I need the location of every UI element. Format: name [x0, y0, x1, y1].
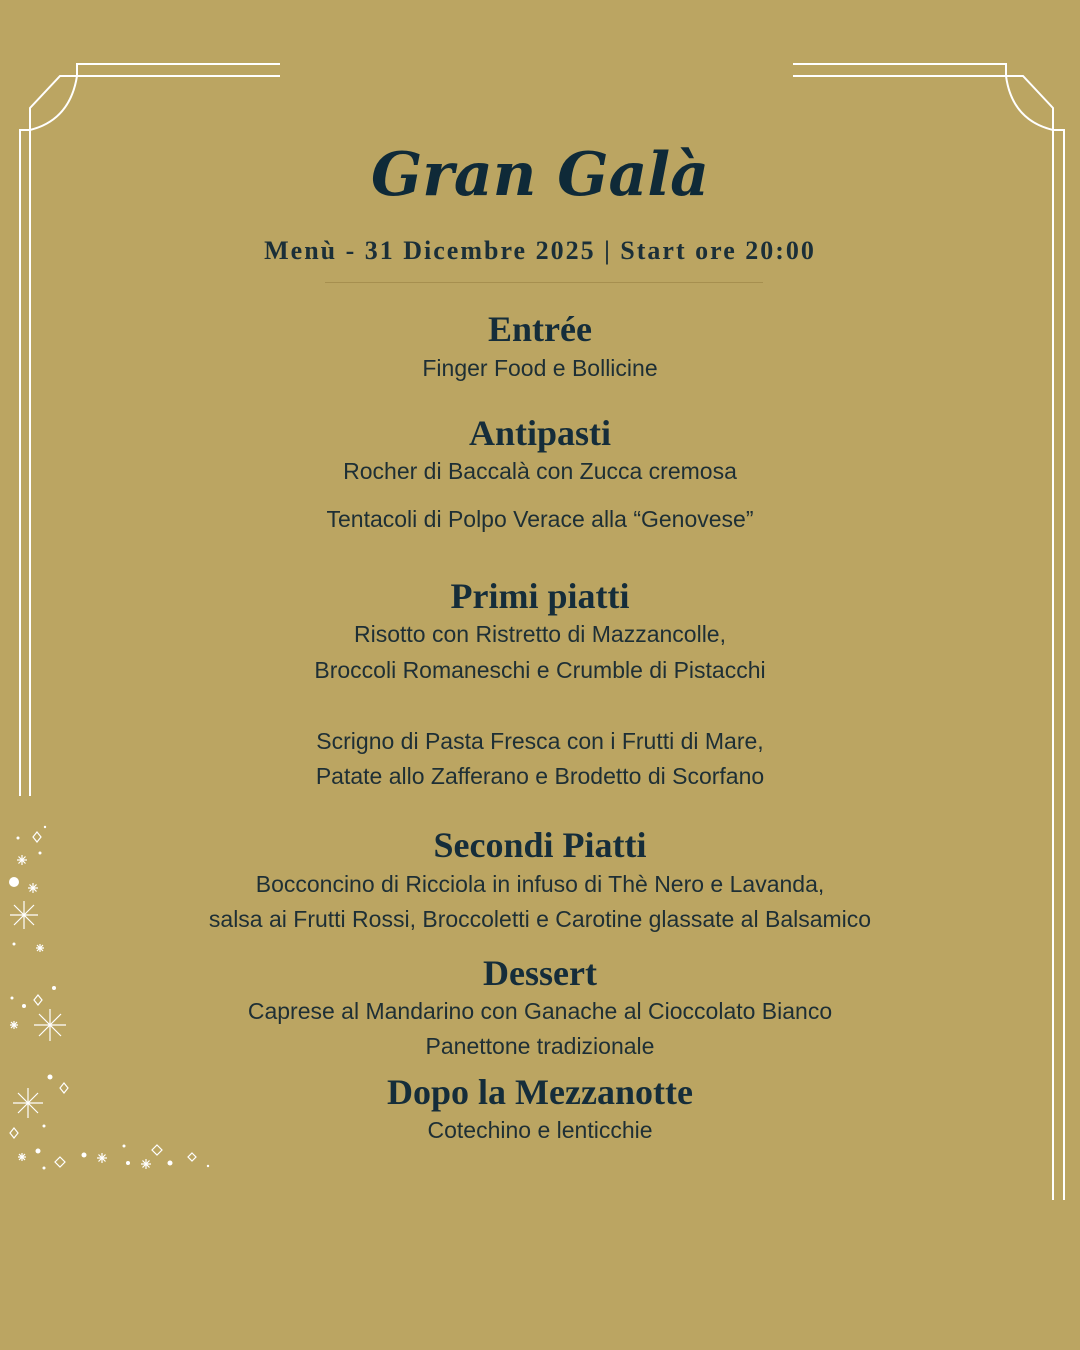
menu-item: Finger Food e Bollicine [422, 355, 658, 381]
menu-item: Rocher di Baccalà con Zucca cremosa [343, 458, 737, 484]
section-heading-entree: Entrée [488, 309, 592, 349]
event-subtitle: Menù - 31 Dicembre 2025 | Start ore 20:00 [264, 236, 816, 265]
menu-item: Patate allo Zafferano e Brodetto di Scorfano [315, 763, 765, 789]
menu-item: Tentacoli di Polpo Verace alla “Genovese” [326, 506, 754, 532]
menu-item: Panettone tradizionale [425, 1033, 655, 1059]
page-title: Gran Galà [370, 140, 710, 210]
section-heading-primi: Primi piatti [450, 576, 630, 616]
section-heading-antipasti: Antipasti [468, 413, 612, 453]
menu-item: Caprese al Mandarino con Ganache al Cioccolato Bianco [247, 998, 833, 1024]
section-heading-mezzanotte: Dopo la Mezzanotte [387, 1072, 693, 1112]
menu-item: Scrigno di Pasta Fresca con i Frutti di Mare, [316, 728, 764, 754]
menu-item: salsa ai Frutti Rossi, Broccoletti e Carotine glassate al Balsamico [208, 906, 872, 932]
menu-item: Broccoli Romaneschi e Crumble di Pistacchi [314, 657, 766, 683]
menu-item: Risotto con Ristretto di Mazzancolle, [354, 621, 726, 647]
divider [325, 282, 763, 283]
section-heading-dessert: Dessert [483, 953, 597, 993]
menu-item: Bocconcino di Ricciola in infuso di Thè Nero e Lavanda, [255, 871, 825, 897]
menu-item: Cotechino e lenticchie [427, 1117, 653, 1143]
section-heading-secondi: Secondi Piatti [433, 825, 647, 865]
